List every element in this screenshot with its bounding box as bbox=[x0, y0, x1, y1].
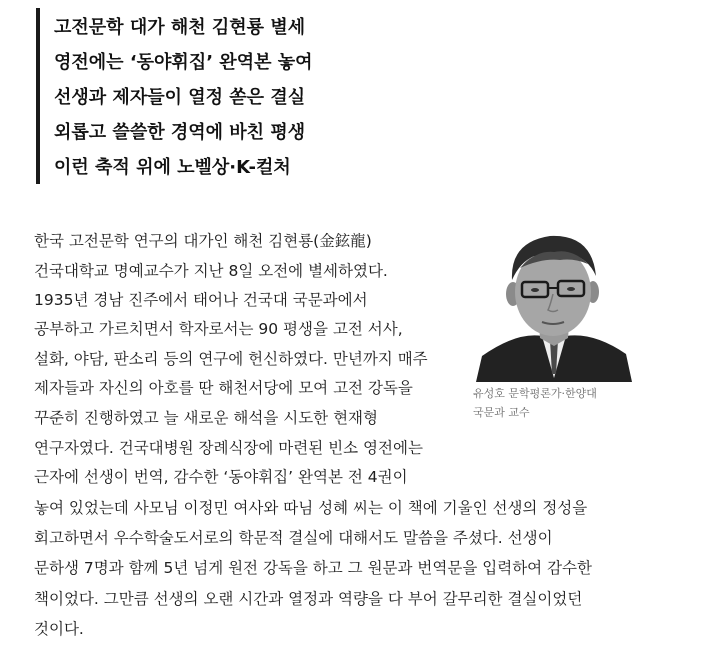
body-line: 한국 고전문학 연구의 대가인 해천 김현룡(金鉉龍) bbox=[34, 232, 372, 250]
summary-line: 외롭고 쓸쓸한 경역에 바친 평생 bbox=[54, 122, 306, 143]
body-line: 것이다. bbox=[34, 620, 84, 638]
body-line: 놓여 있었는데 사모님 이정민 여사와 따님 성혜 씨는 이 책에 기울인 선생의 정성을 bbox=[34, 499, 588, 517]
body-line: 꾸준히 진행하였고 늘 새로운 해석을 시도한 현재형 bbox=[34, 409, 378, 427]
body-line: 연구자였다. 건국대병원 장례식장에 마련된 빈소 영전에는 bbox=[34, 439, 423, 457]
body-line: 근자에 선생이 번역, 감수한 ‘동야휘집’ 완역본 전 4권이 bbox=[34, 468, 408, 486]
body-line: 문하생 7명과 함께 5년 넘게 원전 강독을 하고 그 원문과 번역문을 입력하여 감수한 bbox=[34, 559, 592, 577]
summary-block bbox=[36, 8, 400, 184]
body-line: 책이었다. 그만큼 선생의 오랜 시간과 열정과 역량을 다 부어 갈무리한 결실이었던 bbox=[34, 590, 583, 608]
body-line: 회고하면서 우수학술도서로의 학문적 결실에 대해서도 말씀을 주셨다. 선생이 bbox=[34, 529, 553, 547]
summary-line: 이런 축적 위에 노벨상·K-컬처 bbox=[54, 157, 291, 178]
portrait-image bbox=[476, 228, 632, 382]
body-line: 공부하고 가르치면서 학자로서는 90 평생을 고전 서사, bbox=[34, 320, 403, 338]
author-photo bbox=[476, 228, 632, 382]
summary-line: 선생과 제자들이 열정 쏟은 결실 bbox=[54, 87, 306, 108]
body-line: 1935년 경남 진주에서 태어나 건국대 국문과에서 bbox=[34, 291, 368, 309]
photo-caption: 국문과 교수 bbox=[473, 406, 530, 419]
body-line: 제자들과 자신의 아호를 딴 해천서당에 모여 고전 강독을 bbox=[34, 379, 413, 397]
summary-line: 고전문학 대가 해천 김현룡 별세 bbox=[54, 17, 306, 38]
summary-line: 영전에는 ‘동야휘집’ 완역본 놓여 bbox=[54, 52, 313, 73]
body-line: 설화, 야담, 판소리 등의 연구에 헌신하였다. 만년까지 매주 bbox=[34, 350, 428, 368]
photo-caption: 유성호 문학평론가·한양대 bbox=[473, 387, 597, 400]
body-line: 건국대학교 명예교수가 지난 8일 오전에 별세하였다. bbox=[34, 262, 388, 280]
